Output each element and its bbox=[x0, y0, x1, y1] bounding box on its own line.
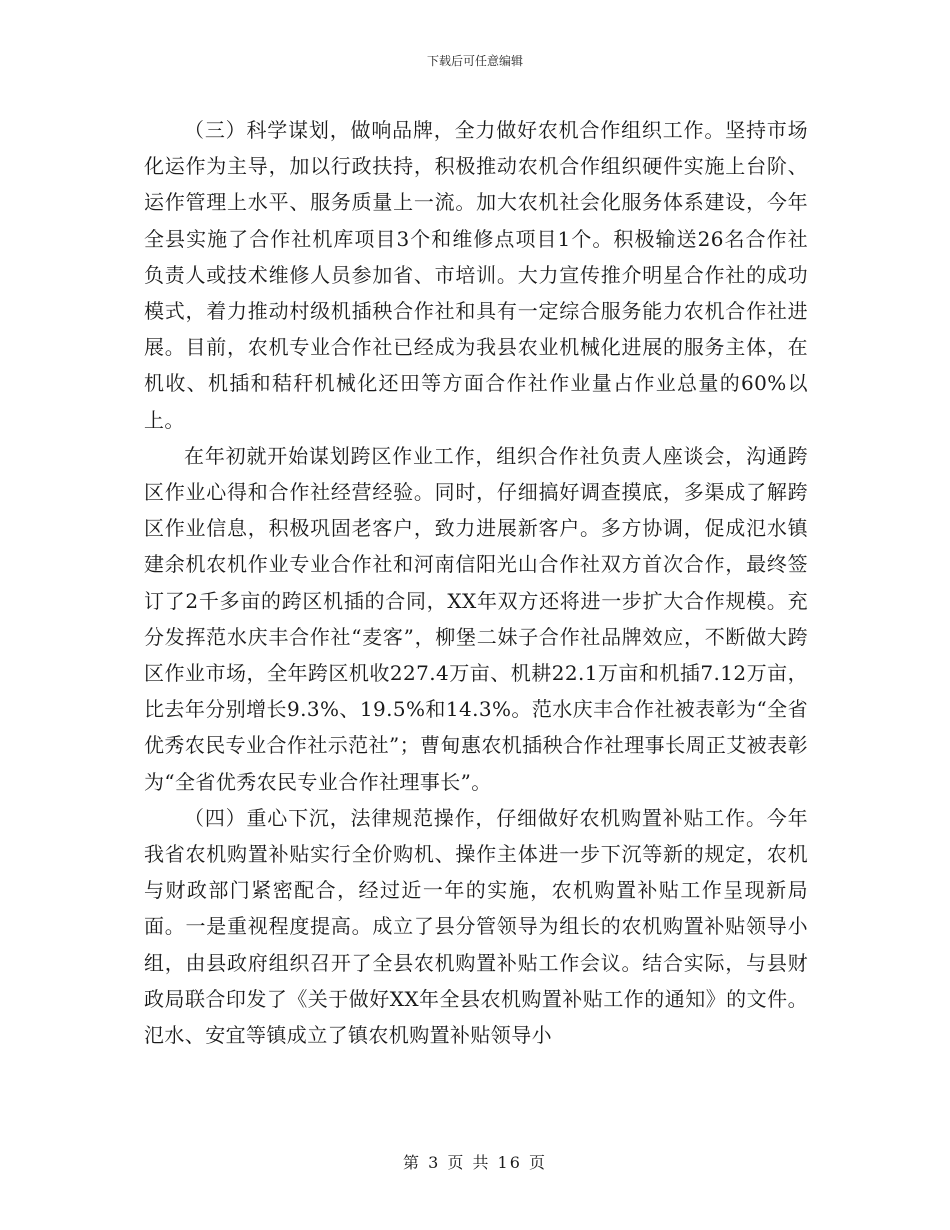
paragraph-purchase-subsidy: （四）重心下沉，法律规范操作，仔细做好农机购置补贴工作。今年我省农机购置补贴实行全价购机、操作主体进一步下沉等新的规定，农机与财政部门紧密配合，经过近一年的实施，农机购置补贴工作呈现新局面。一是重视程度提高。成立了县分管领导为组长的农机购置补贴领导小组，由县政府组织召开了全县农机购置补贴工作会议。结合实际，与县财政局联合印发了《关于做好XX年全县农机购置补贴工作的通知》的文件。氾水、安宜等镇成立了镇农机购置补贴领导小 bbox=[144, 805, 808, 1048]
paragraph-cooperative-organization: （三）科学谋划，做响品牌，全力做好农机合作组织工作。坚持市场化运作为主导，加以行政扶持，积极推动农机合作组织硬件实施上台阶、运作管理上水平、服务质量上一流。加大农机社会化服务体系建设，今年全县实施了合作社机库项目3个和维修点项目1个。积极输送26名合作社负责人或技术维修人员参加省、市培训。大力宣传推介明星合作社的成功模式，着力推动村级机插秧合作社和具有一定综合服务能力农机合作社进展。目前，农机专业合作社已经成为我县农业机械化进展的服务主体，在机收、机插和秸秆机械化还田等方面合作社作业量占作业总量的60%以上。 bbox=[144, 118, 808, 432]
page-header: 下载后可任意编辑 bbox=[426, 54, 523, 68]
paragraph-cross-region-operation: 在年初就开始谋划跨区作业工作，组织合作社负责人座谈会，沟通跨区作业心得和合作社经营经验。同时，仔细搞好调查摸底，多渠成了解跨区作业信息，积极巩固老客户，致力进展新客户。多方协调，促成氾水镇建余机农机作业专业合作社和河南信阳光山合作社双方首次合作，最终签订了2千多亩的跨区机插的合同，XX年双方还将进一步扩大合作规模。充分发挥范水庆丰合作社“麦客”，柳堡二妹子合作社品牌效应，不断做大跨区作业市场，全年跨区机收227.4万亩、机耕22.1万亩和机插7.12万亩，比去年分别增长9.3%、19.5%和14.3%。范水庆丰合作社被表彰为“全省优秀农民专业合作社示范社”；曹甸惠农机插秧合作社理事长周正艾被表彰为“全省优秀农民专业合作社理事长”。 bbox=[144, 443, 808, 794]
body-text bbox=[144, 112, 808, 1053]
page-number-footer: 第 3 页 共 16 页 bbox=[403, 1153, 547, 1172]
